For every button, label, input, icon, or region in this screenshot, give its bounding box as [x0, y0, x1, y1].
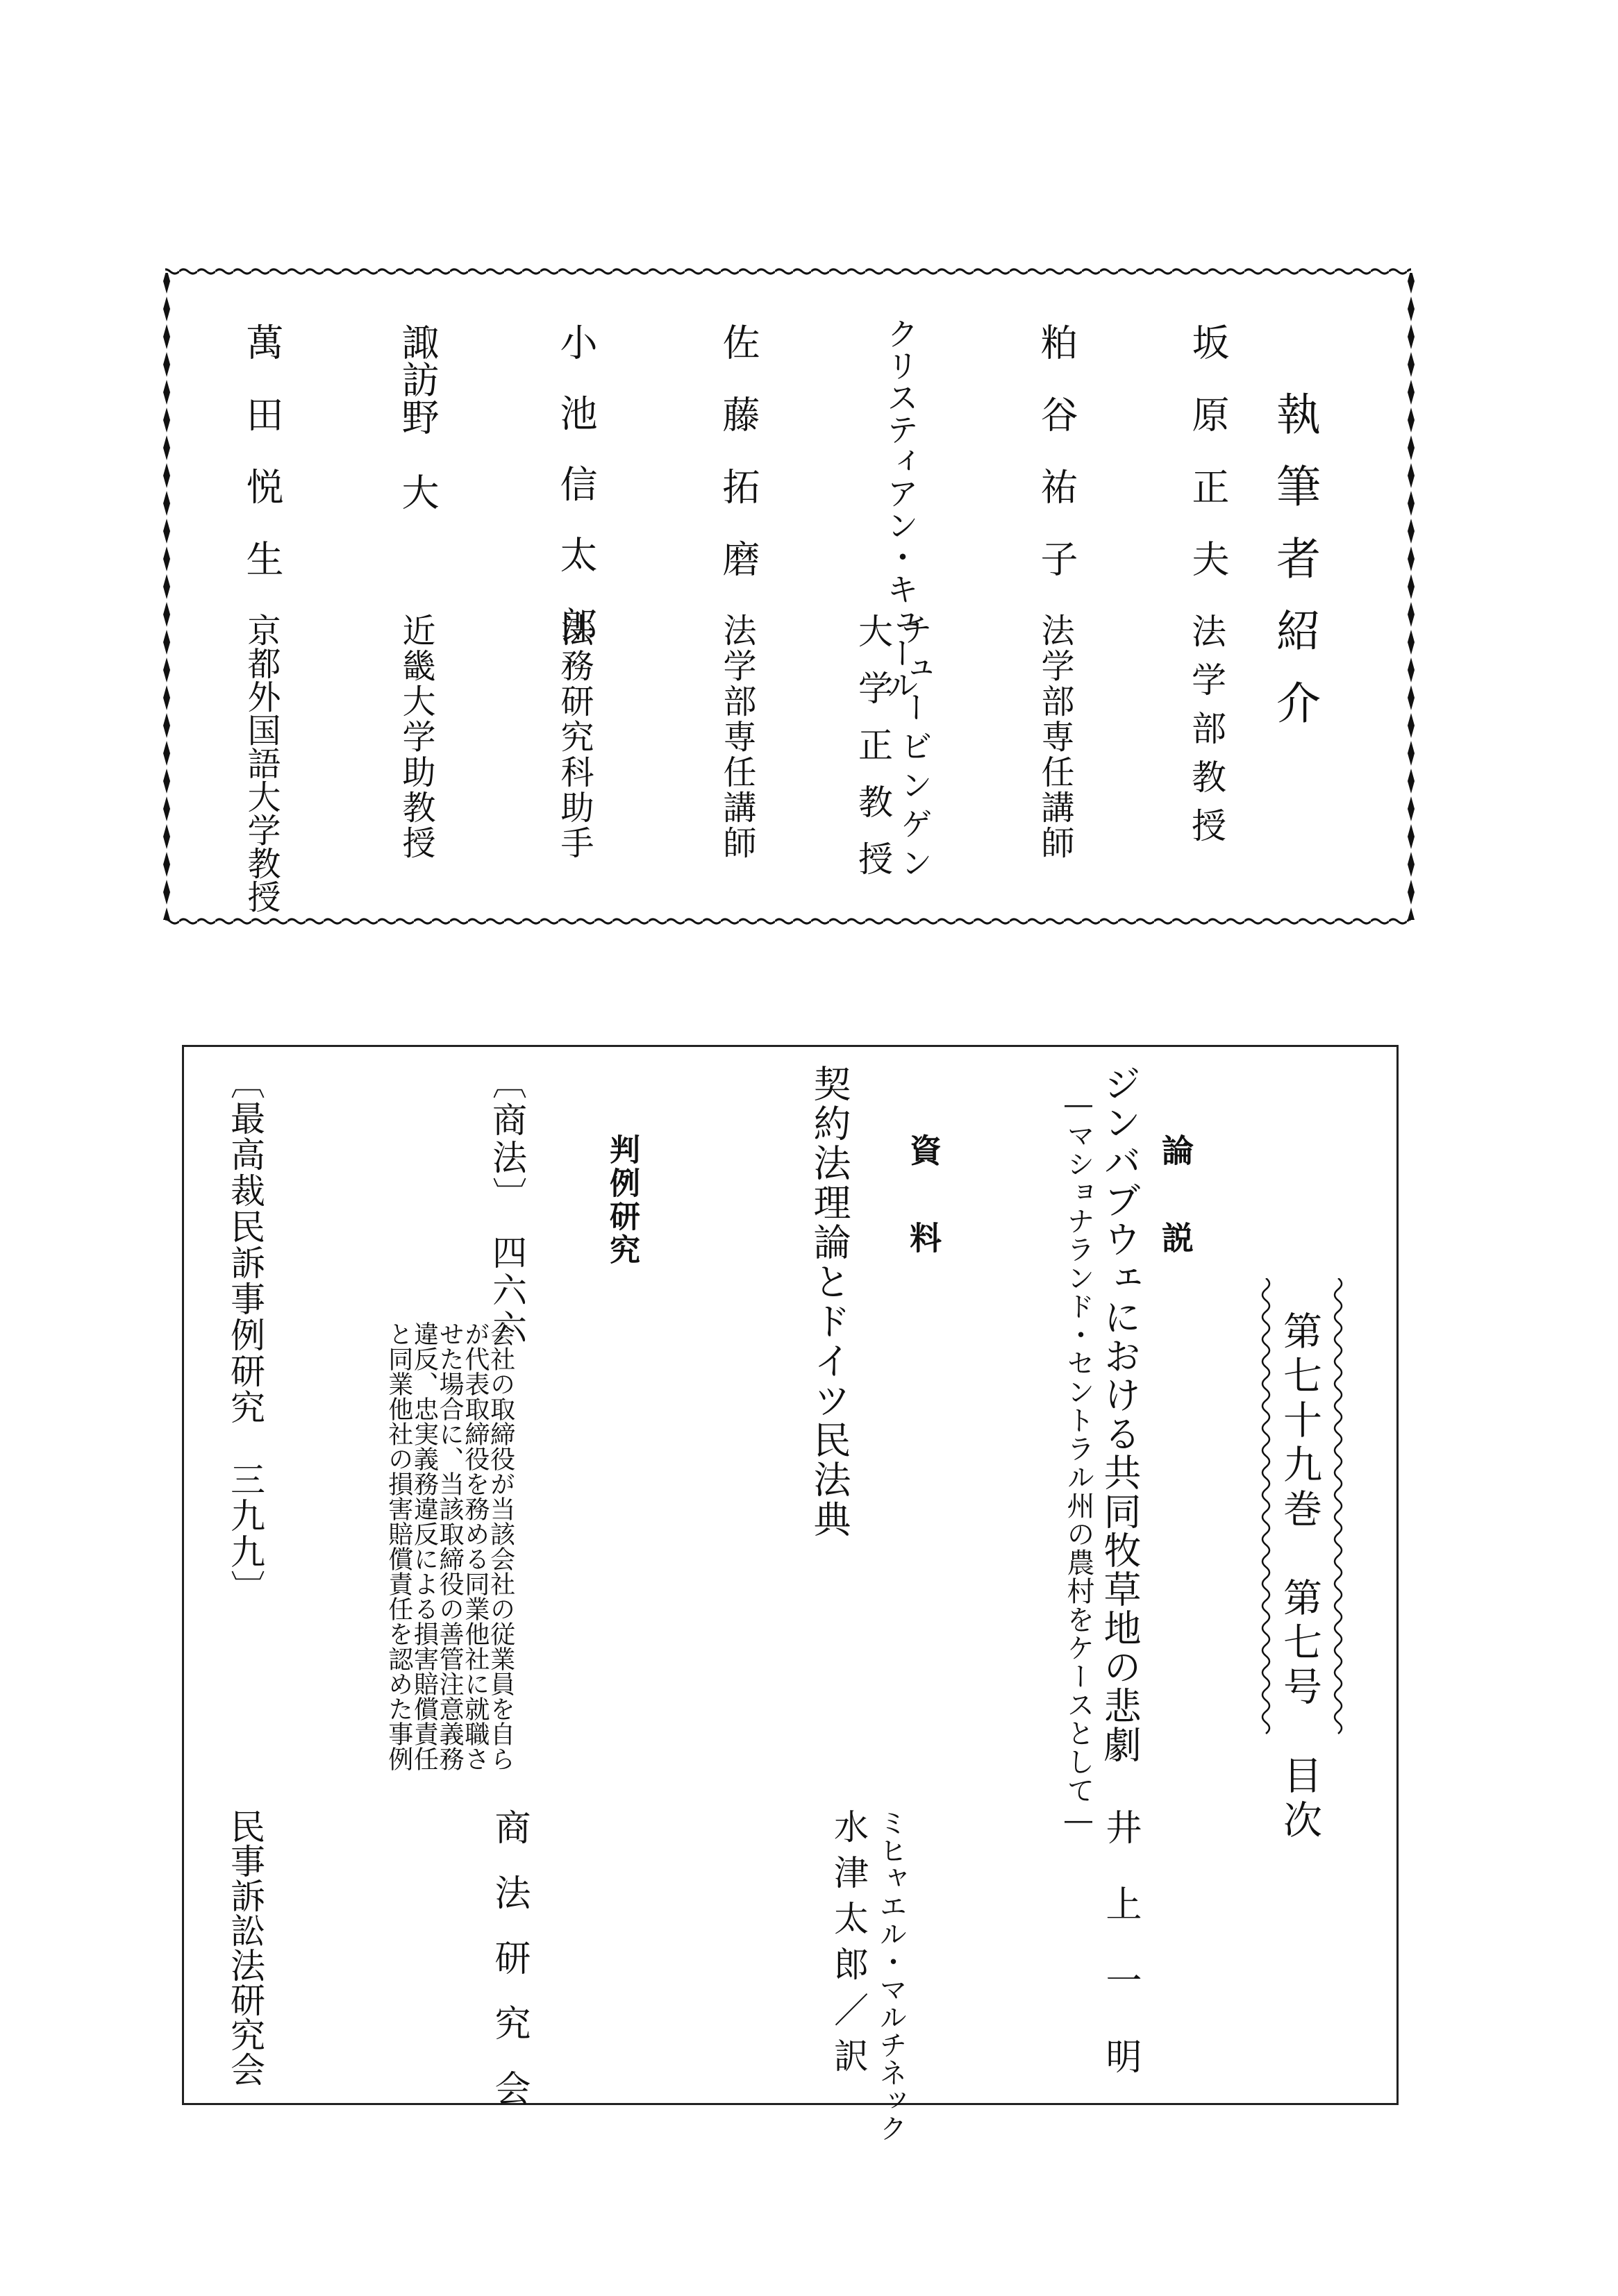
contributor-affiliation: 法学部専任講師: [1035, 613, 1074, 861]
article-author: 民事訴訟法研究会: [225, 1809, 265, 2086]
article-subtitle: ―マショナランド・セントラル州の農村をケースとして―: [1062, 1089, 1094, 1837]
original-author: ミヒャエル・マルチネック: [875, 1809, 907, 2142]
case-summary: 会社の取締役が当該会社の従業員を自らが代表取締役を務める同業他社に就職させた場合に、当該取締役の善管注意義務違反、忠実義務違反による損害賠償責任と同業他社の損害賠償責任を認めた事例: [384, 1321, 515, 1771]
article-title: ジンバブウェにおける共同牧草地の悲劇: [1098, 1064, 1142, 1764]
contributor-name: 諏訪野 大: [396, 323, 440, 510]
translator: 水津太郎／訳: [828, 1809, 869, 2084]
article-title: 契約法理論とドイツ民法典: [808, 1064, 851, 1539]
contributor-affiliation: 法学部専任講師: [717, 613, 756, 861]
section-label: 論説: [1157, 1134, 1194, 1309]
toc-box: [182, 1045, 1399, 2142]
contributors-box: [161, 267, 1415, 925]
contributor-affiliation: 法学部教授: [1186, 613, 1226, 856]
contributor-name: クリスティアン・キュール: [882, 317, 919, 701]
contributor-affiliation: 近畿大学助教授: [397, 613, 435, 861]
case-citation: 〔商法〕 四六六: [487, 1064, 527, 1347]
contributor-name: 小池信太郎: [554, 323, 598, 677]
contributor-affiliation: 法務研究科助手: [555, 613, 594, 861]
contributor-name: 萬田悦生: [240, 323, 284, 612]
wavy-rule: [1330, 1278, 1346, 1736]
case-citation: 〔最高裁民訴事例研究 三九九〕: [225, 1064, 265, 1606]
contributor-name: 坂原正夫: [1186, 323, 1230, 612]
contributor-affiliation: チュービンゲン: [896, 613, 933, 885]
article-author: 商法研究会: [488, 1809, 530, 2135]
contributors-heading: 執筆者紹介: [1269, 391, 1320, 752]
article-author: 井上一明: [1099, 1809, 1141, 2114]
contributor-name: 佐藤拓磨: [717, 323, 760, 612]
section-label: 判例研究: [604, 1134, 640, 1267]
contributor-affiliation: 大学正教授: [853, 613, 893, 898]
wavy-rule: [1258, 1278, 1274, 1736]
contributor-name: 粕谷祐子: [1035, 323, 1078, 612]
section-label: 資料: [905, 1134, 942, 1309]
issue-title: 第七十九巻 第七号 目次: [1277, 1311, 1322, 1844]
contributor-affiliation: 京都外国語大学教授: [242, 613, 281, 913]
